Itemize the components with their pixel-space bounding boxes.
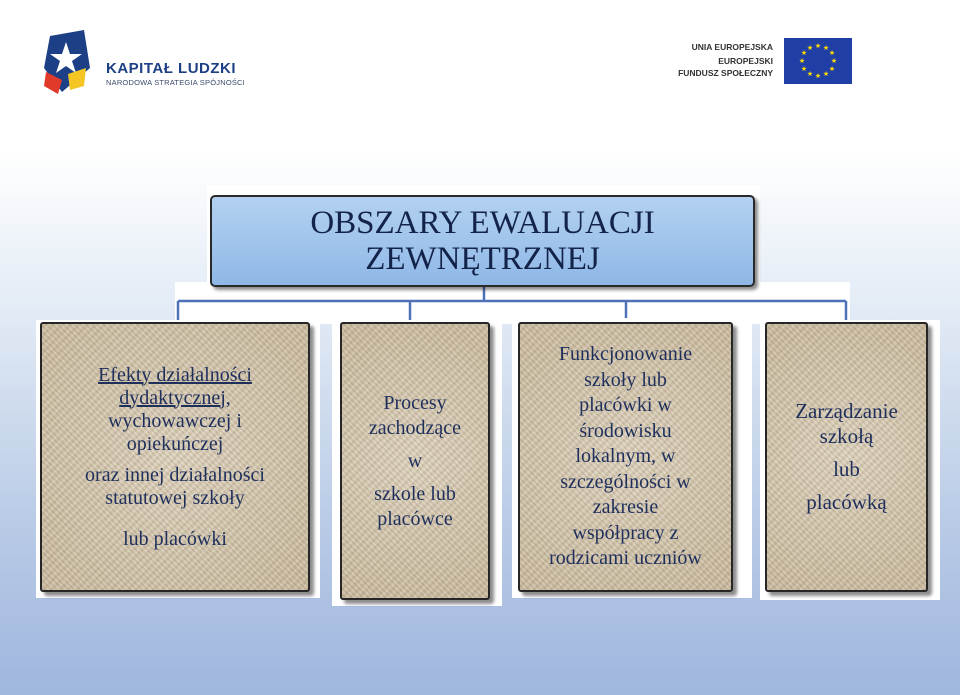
box-3-line-6: szczególności w xyxy=(560,470,691,493)
box-4-line-1: Zarządzanie xyxy=(795,399,898,423)
svg-text:★: ★ xyxy=(814,42,822,50)
box-2-line-3: w xyxy=(407,449,423,472)
box-2-line-5: placówce xyxy=(377,507,453,530)
box-4-line-3: lub xyxy=(833,457,860,481)
area-box-effects xyxy=(40,322,310,592)
eu-line-1: UNIA EUROPEJSKA xyxy=(691,42,773,52)
box-3-line-4: środowisku xyxy=(579,419,672,442)
box-3-line-3: placówki w xyxy=(579,394,672,417)
box-1-line-4: opiekuńczej xyxy=(126,432,224,455)
svg-text:★: ★ xyxy=(830,57,838,65)
kapital-ludzki-title: KAPITAŁ LUDZKI xyxy=(106,60,237,77)
box-2-line-2: zachodzące xyxy=(368,416,462,439)
svg-text:★: ★ xyxy=(798,57,806,65)
box-3-line-5: lokalnym, w xyxy=(575,445,676,468)
eu-line-3: FUNDUSZ SPOŁECZNY xyxy=(678,68,773,78)
box-4-line-2: szkołą xyxy=(819,424,874,448)
diagram-title-box xyxy=(210,195,755,287)
svg-text:★: ★ xyxy=(806,44,814,52)
svg-text:★: ★ xyxy=(800,49,808,57)
box-1-line-7: lub placówki xyxy=(123,527,227,550)
svg-text:★: ★ xyxy=(806,70,814,78)
box-2-line-4: szkole lub xyxy=(374,482,456,505)
box-1-line-2: dydaktycznej, xyxy=(119,386,231,409)
svg-text:★: ★ xyxy=(828,49,836,57)
box-3-line-8: współpracy z xyxy=(572,521,679,544)
svg-text:★: ★ xyxy=(800,65,808,73)
svg-text:★: ★ xyxy=(814,72,822,80)
area-box-processes xyxy=(340,322,490,600)
box-1-line-1: Efekty działalności xyxy=(98,363,252,386)
area-box-management xyxy=(765,322,928,592)
svg-text:★: ★ xyxy=(828,65,836,73)
box-1-line-3: wychowawczej i xyxy=(108,409,242,432)
box-3-line-7: zakresie xyxy=(592,496,659,519)
diagram-title-line-1: OBSZARY EWALUACJI xyxy=(310,205,655,241)
kapital-ludzki-subtitle: NARODOWA STRATEGIA SPÓJNOŚCI xyxy=(106,78,245,87)
svg-text:★: ★ xyxy=(822,44,830,52)
eu-line-2: EUROPEJSKI xyxy=(718,56,773,66)
svg-text:★: ★ xyxy=(822,70,830,78)
area-box-environment xyxy=(518,322,733,592)
box-2-line-1: Procesy xyxy=(383,391,447,414)
box-3-line-1: Funkcjonowanie xyxy=(558,343,693,366)
box-3-line-9: rodzicami uczniów xyxy=(549,547,702,570)
box-4-line-4: placówką xyxy=(806,490,887,514)
box-1-line-6: statutowej szkoły xyxy=(105,486,245,509)
box-1-line-5: oraz innej działalności xyxy=(85,463,265,486)
diagram-title-line-2: ZEWNĘTRZNEJ xyxy=(365,241,600,277)
box-3-line-2: szkoły lub xyxy=(584,368,667,391)
